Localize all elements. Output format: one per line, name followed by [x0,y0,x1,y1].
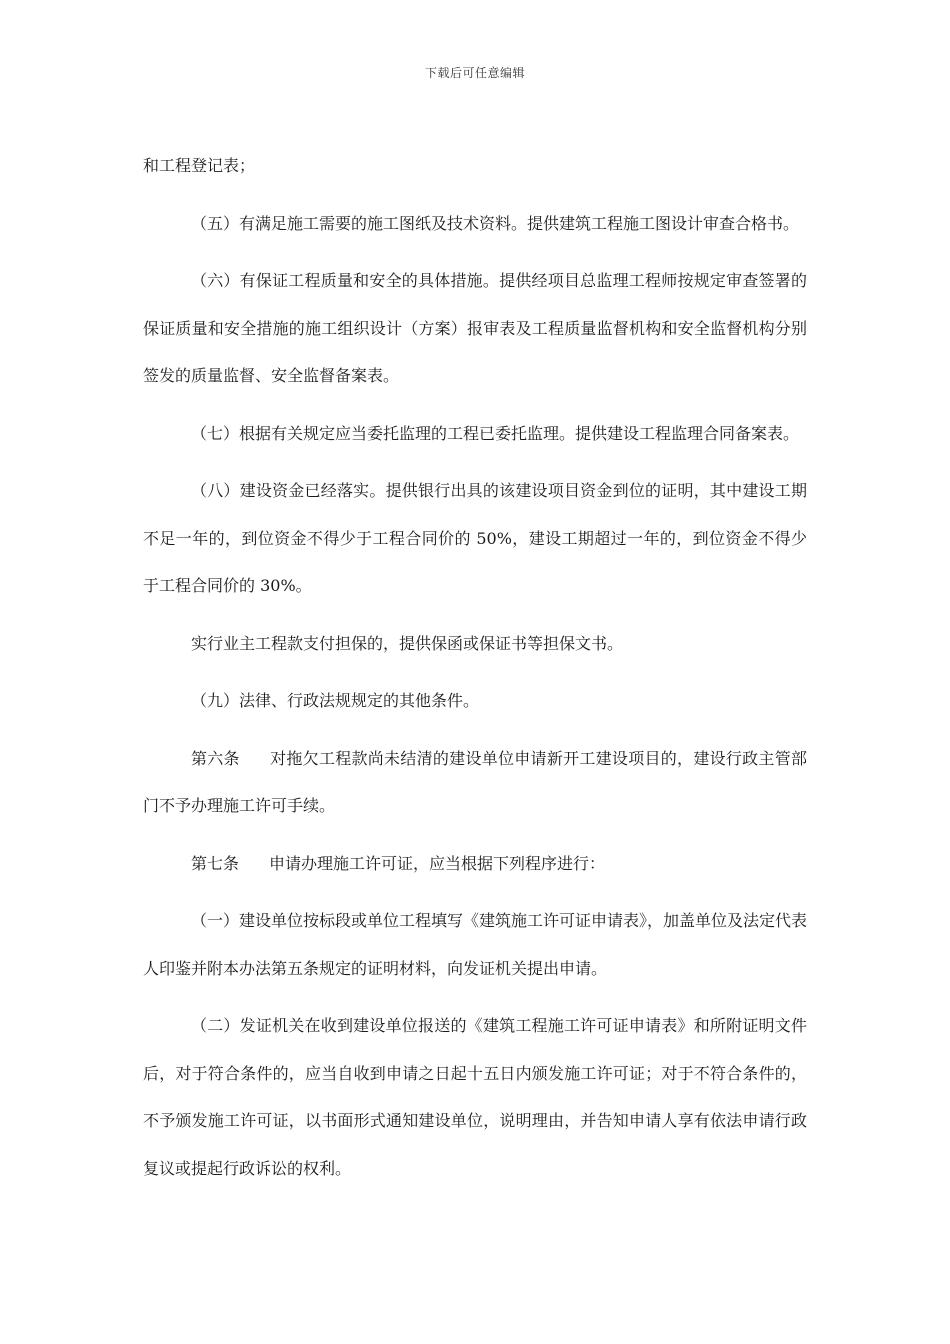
paragraph-item-8: （八）建设资金已经落实。提供银行出具的该建设项目资金到位的证明，其中建设工期不足一年的，到位资金不得少于工程合同价的 50%，建设工期超过一年的，到位资金不得少于工程合同价的 30%。 [143,481,807,595]
procedure-item-1: （一）建设单位按标段或单位工程填写《建筑施工许可证申请表》，加盖单位及法定代表人印鉴并附本办法第五条规定的证明材料，向发证机关提出申请。 [143,911,808,978]
article-7-text: 申请办理施工许可证，应当根据下列程序进行： [269,853,606,873]
paragraph-item-9: （九）法律、行政法规规定的其他条件。 [191,691,480,710]
article-6-text: 对拖欠工程款尚未结清的建设单位申请新开工建设项目的，建设行政主管部门不予办理施工许可手续。 [143,748,807,815]
paragraph-continuation: 和工程登记表； [143,156,256,175]
page-header: 下载后可任意编辑 [424,66,525,80]
paragraph-guarantee: 实行业主工程款支付担保的，提供保函或保证书等担保文书。 [191,633,624,653]
procedure-item-2: （二）发证机关在收到建设单位报送的《建筑工程施工许可证申请表》和所附证明文件后，对于符合条件的，应当自收到申请之日起十五日内颁发施工许可证；对于不符合条件的，不予颁发施工许可证，以书面形式通知建设单位，说明理由，并告知申请人享有依法申请行政复议或提起行政诉讼的权利。 [143,1016,807,1178]
paragraph-item-6: （六）有保证工程质量和安全的具体措施。提供经项目总监理工程师按规定审查签署的保证质量和安全措施的施工组织设计（方案）报审表及工程质量监督机构和安全监督机构分别签发的质量监督、安全监督备案表。 [143,271,807,385]
article-7-label: 第七条 [191,853,240,873]
document-body [143,142,807,1202]
article-6 [143,735,807,830]
paragraph-item-7: （七）根据有关规定应当委托监理的工程已委托监理。提供建设工程监理合同备案表。 [191,423,800,443]
article-6-label: 第六条 [191,748,240,768]
article-7 [143,840,807,888]
paragraph-item-5: （五）有满足施工需要的施工图纸及技术资料。提供建筑工程施工图设计审查合格书。 [191,213,800,233]
